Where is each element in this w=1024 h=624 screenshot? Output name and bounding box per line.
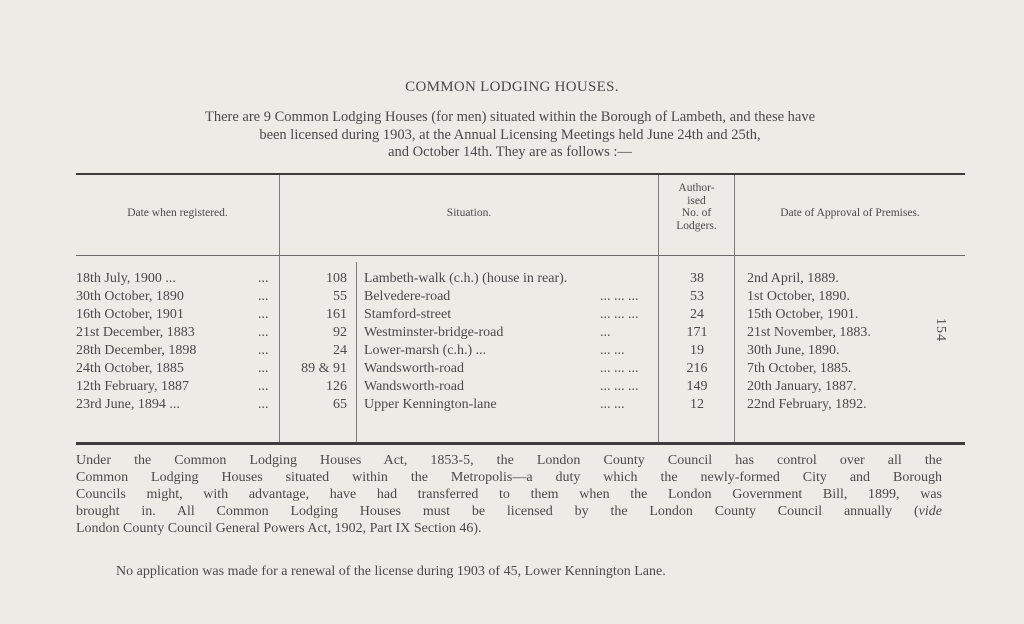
cell-date: 12th February, 1887 [76, 379, 190, 394]
cell-leader: ... [600, 325, 611, 340]
cell-lodgers: 19 [690, 343, 704, 358]
cell-leader: ... [258, 271, 269, 286]
cell-lodgers: 171 [686, 325, 708, 340]
cell-approval: 20th January, 1887. [747, 379, 857, 394]
cell-leader: ... [258, 343, 269, 358]
header-lodgers-line: Lodgers. [676, 219, 717, 232]
cell-leader: ... [258, 307, 269, 322]
intro-line: been licensed during 1903, at the Annual Licensing Meetings held June 24th and 25th, [259, 126, 761, 143]
table-row [0, 397, 1024, 414]
act-paragraph [76, 452, 942, 537]
table-row [0, 289, 1024, 306]
header-lodgers [659, 182, 734, 232]
cell-lodgers: 53 [690, 289, 704, 304]
cell-leader: ... [258, 289, 269, 304]
cell-situation: Stamford-street [364, 307, 452, 322]
cell-leader: ... [258, 325, 269, 340]
cell-leader: ... ... [600, 397, 625, 412]
intro-paragraph [80, 109, 940, 162]
table-bottom-rule [76, 442, 965, 445]
cell-date: 28th December, 1898 [76, 343, 197, 358]
cell-date: 23rd June, 1894 ... [76, 397, 180, 412]
cell-leader: ... [258, 379, 269, 394]
header-approval: Date of Approval of Premises. [780, 207, 920, 219]
table-row [0, 379, 1024, 396]
cell-house-number: 161 [326, 307, 347, 322]
cell-date: 30th October, 1890 [76, 289, 184, 304]
table-row [0, 361, 1024, 378]
cell-house-number: 24 [333, 343, 347, 358]
paragraph-line: Common Lodging Houses situated within the Metropolis—a duty which the newly-formed City and Borough [76, 470, 942, 485]
header-situation: Situation. [446, 207, 492, 219]
cell-lodgers: 38 [690, 271, 704, 286]
table-top-rule [76, 173, 965, 175]
intro-line: There are 9 Common Lodging Houses (for men) situated within the Borough of Lambeth, and these have [204, 109, 816, 125]
cell-date: 24th October, 1885 [76, 361, 184, 376]
cell-date: 16th October, 1901 [76, 307, 184, 322]
cell-house-number: 126 [326, 379, 347, 394]
cell-lodgers: 216 [686, 361, 708, 376]
cell-situation: Wandsworth-road [364, 379, 464, 394]
header-lodgers-line: No. of [681, 207, 712, 219]
cell-leader: ... ... ... [600, 289, 639, 304]
cell-leader: ... [258, 361, 269, 376]
cell-situation: Westminster-bridge-road [364, 325, 504, 340]
renewal-paragraph: No application was made for a renewal of the license during 1903 of 45, Lower Kennington Lane. [116, 564, 666, 579]
cell-leader: ... ... ... [600, 307, 639, 322]
table-row [0, 325, 1024, 342]
cell-leader: ... ... [600, 343, 625, 358]
cell-house-number: 65 [333, 397, 347, 412]
paragraph-text: brought in. All Common Lodging Houses must be licensed by the London County Council annually ( [76, 504, 919, 519]
cell-approval: 30th June, 1890. [747, 343, 840, 358]
cell-situation: Wandsworth-road [364, 361, 464, 376]
vide-italic: vide [918, 504, 942, 519]
cell-situation: Upper Kennington-lane [364, 397, 497, 412]
cell-approval: 22nd February, 1892. [747, 397, 867, 412]
cell-situation: Lambeth-walk (c.h.) (house in rear). [364, 271, 568, 286]
paragraph-line: Councils might, with advantage, have had transferred to them when the London Government Bill, 1899, was [76, 487, 942, 502]
cell-house-number: 108 [326, 271, 347, 286]
header-date: Date when registered. [127, 207, 228, 219]
cell-situation: Lower-marsh (c.h.) ... [364, 343, 487, 358]
side-page-number: 154 [933, 318, 948, 342]
cell-situation: Belvedere-road [364, 289, 451, 304]
cell-leader: ... ... ... [600, 379, 639, 394]
cell-leader: ... ... ... [600, 361, 639, 376]
cell-house-number: 89 & 91 [301, 361, 347, 376]
cell-approval: 7th October, 1885. [747, 361, 852, 376]
cell-approval: 1st October, 1890. [747, 289, 850, 304]
page-title: COMMON LODGING HOUSES. [405, 79, 619, 95]
cell-approval: 21st November, 1883. [747, 325, 871, 340]
cell-date: 21st December, 1883 [76, 325, 195, 340]
cell-date: 18th July, 1900 ... [76, 271, 176, 286]
table-row [0, 271, 1024, 288]
intro-line: and October 14th. They are as follows :— [388, 144, 632, 160]
cell-lodgers: 149 [686, 379, 708, 394]
header-lodgers-line: Author- [678, 182, 715, 194]
cell-approval: 15th October, 1901. [747, 307, 859, 322]
table-row [0, 343, 1024, 360]
paragraph-line [76, 503, 942, 520]
cell-leader: ... [258, 397, 269, 412]
paragraph-line: Under the Common Lodging Houses Act, 1853-5, the London County Council has control over all the [76, 453, 942, 468]
paragraph-line: London County Council General Powers Act, 1902, Part IX Section 46). [76, 521, 482, 536]
table-row [0, 307, 1024, 324]
cell-house-number: 92 [333, 325, 347, 340]
cell-approval: 2nd April, 1889. [747, 271, 839, 286]
cell-lodgers: 12 [690, 397, 704, 412]
table-header-rule [76, 255, 965, 256]
cell-lodgers: 24 [690, 307, 704, 322]
header-lodgers-line: ised [687, 194, 706, 207]
cell-house-number: 55 [333, 289, 347, 304]
